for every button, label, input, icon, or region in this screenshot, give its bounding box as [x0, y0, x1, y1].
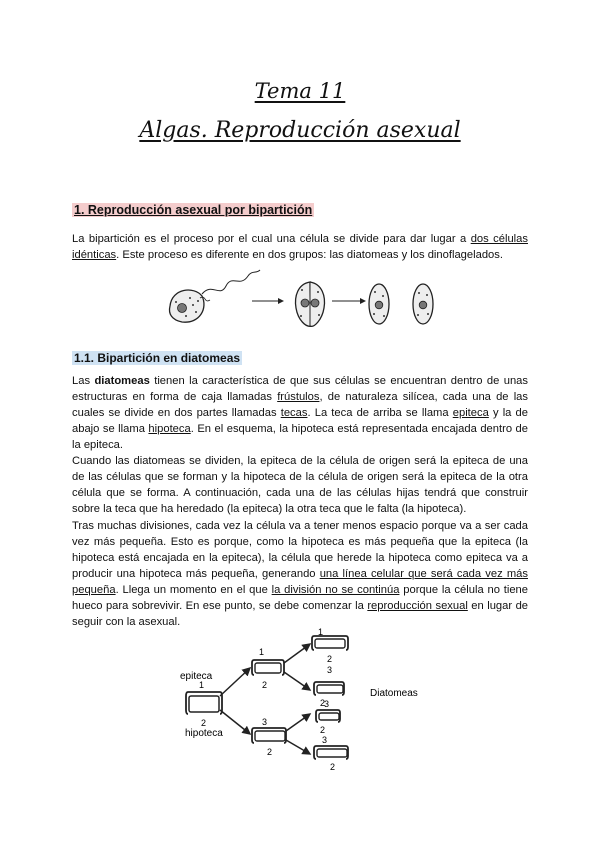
label-num: 2 — [320, 725, 326, 735]
label-num: 3 — [322, 735, 328, 745]
cell-gen2-3 — [316, 710, 340, 722]
label-num: 2 — [262, 680, 268, 690]
label-num: 3 — [324, 699, 330, 709]
daughter-cell-right — [413, 284, 433, 324]
underlined-text: hipoteca — [148, 423, 191, 435]
underlined-text: la división no se continúa — [271, 584, 400, 596]
paragraph-diatomeas — [72, 373, 528, 453]
paragraph-divisiones — [72, 518, 528, 630]
text: , de naturaleza silícea, cada una de las cuales se divide en dos partes llamadas — [72, 391, 528, 419]
daughter-cell-left — [369, 284, 389, 324]
section-1-1-heading: 1.1. Bipartición en diatomeas — [74, 351, 241, 365]
diatom-division-diagram — [170, 627, 470, 772]
underlined-text: reproducción sexual — [367, 600, 468, 612]
text: y la de abajo se llama — [72, 407, 528, 435]
dividing-cell — [296, 282, 325, 326]
text: Las — [72, 375, 95, 387]
text: en lugar de seguir con la asexual. — [72, 600, 529, 628]
label-hipoteca: hipoteca — [185, 728, 223, 739]
underlined-text: una línea celular que será cada vez más pequeña — [72, 568, 528, 596]
text: tienen la característica de que sus células se encuentran dentro de unas estructuras en forma de caja llamadas — [72, 375, 528, 403]
label-num: 2 — [267, 747, 273, 757]
label-num: 1 — [199, 680, 205, 690]
text: . En el esquema, la hipoteca está representada encajada dentro de la epiteca. — [72, 423, 528, 451]
underlined-text: frústulos — [277, 391, 320, 403]
underlined-text: epiteca — [452, 407, 489, 419]
cell-gen2-1 — [312, 636, 348, 650]
label-num: 2 — [320, 698, 326, 708]
text: porque la célula no tiene hueco para sobrevivir. En ese punto, se debe comenzar la — [72, 584, 528, 612]
label-num: 3 — [262, 717, 268, 727]
label-num: 2 — [330, 762, 336, 772]
text: . Llega un momento en el que — [115, 584, 272, 596]
page-title: Algas. Reproducción asexual — [139, 118, 461, 143]
label-num: 1 — [259, 647, 265, 657]
root-cell — [186, 692, 222, 714]
cell-gen1-top — [252, 660, 284, 675]
paragraph-division: Cuando las diatomeas se dividen, la epiteca de la célula de origen será la epiteca de una de las células que se forman y la hipoteca de la célula de origen será la epiteca de la otra célula que se forma. A continuación, cada una de las células hijas tendrá que construir sobre la teca que ha heredado (la epiteca) la otra teca que le falta (la hipoteca). — [72, 455, 528, 515]
bold-text: diatomeas — [94, 375, 150, 387]
text: Tras muchas divisiones, cada vez la célula va a tener menos espacio porque va a ser cada vez más pequeña. Esto es porque, como la hipoteca es más pequeña que la epiteca (la hipoteca está encajada en la epiteca), la célula que herede la hipoteca como epiteca va a producir una hipoteca más pequeña, generando — [72, 520, 528, 580]
text: . La teca de arriba se llama — [307, 407, 453, 419]
cell-gen2-4 — [314, 746, 348, 759]
label-diatomeas: Diatomeas — [370, 688, 418, 699]
text: . Este proceso es diferente en dos grupos: las diatomeas y los dinoflagelados. — [116, 249, 503, 261]
underlined-text: tecas — [280, 407, 308, 419]
section-1-heading: 1. Reproducción asexual por bipartición — [74, 203, 313, 217]
label-num: 1 — [318, 627, 324, 637]
label-num: 2 — [201, 718, 207, 728]
bipartition-figure — [160, 268, 450, 338]
page-tema-title: Tema 11 — [254, 79, 346, 103]
text: La bipartición es el proceso por el cual una célula se divide para dar lugar a — [72, 233, 471, 245]
label-num: 3 — [327, 665, 333, 675]
cell-gen1-bottom — [252, 728, 286, 743]
cell-gen2-2 — [314, 682, 344, 695]
paragraph-biparticion — [72, 231, 528, 263]
label-num: 2 — [327, 654, 333, 664]
underlined-text: dos células idénticas — [72, 233, 528, 261]
label-epiteca: epiteca — [180, 671, 213, 682]
flagellated-cell — [170, 270, 261, 322]
